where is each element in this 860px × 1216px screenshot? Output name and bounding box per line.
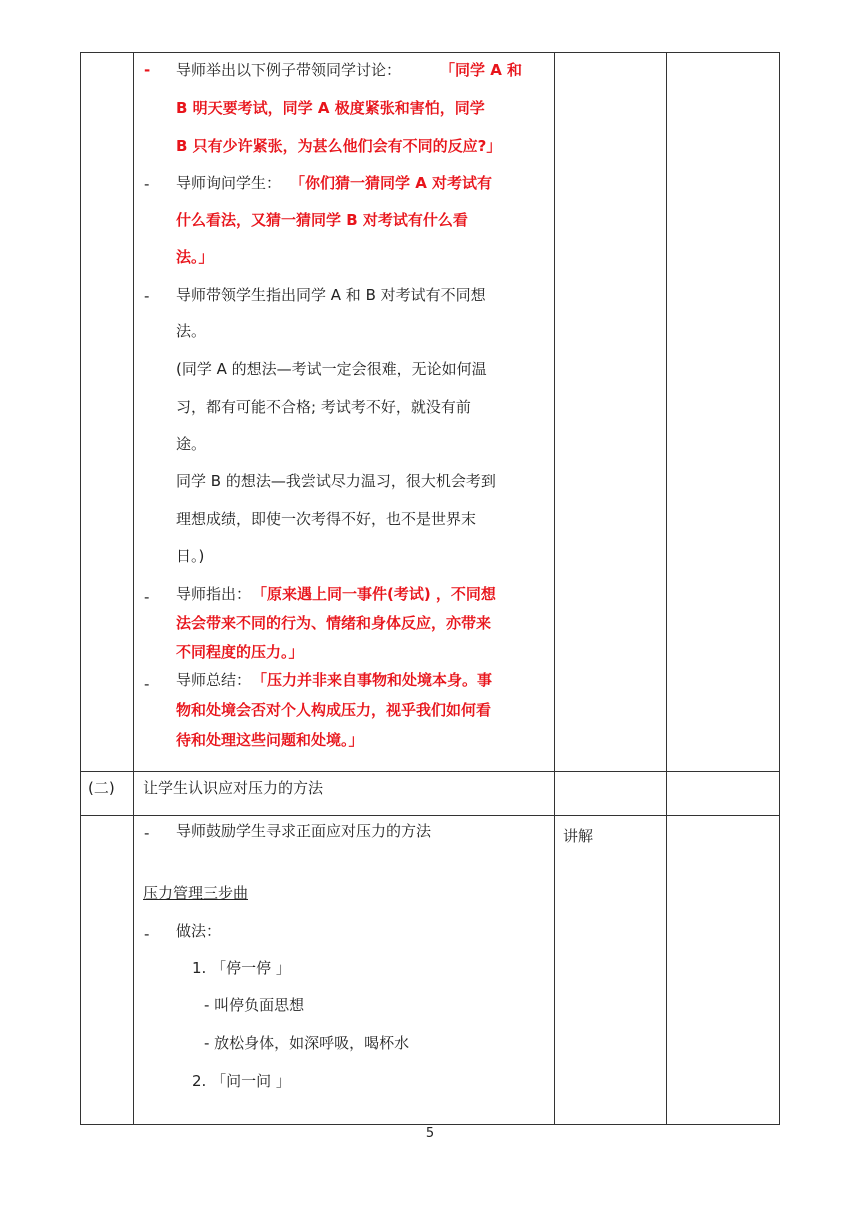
item-prefix: 导师询问学生： [176, 174, 282, 192]
item-text: 导师带领学生指出同学 A 和 B 对考试有不同想 [176, 286, 486, 304]
row-divider [80, 815, 780, 816]
student-b-thought: 日。) [176, 547, 205, 565]
item-quote: 什么看法，又猜一猜同学 B 对考试有什么看 [176, 211, 468, 229]
student-b-thought: 同学 B 的想法—我尝试尽力温习，很大机会考到 [176, 472, 496, 490]
bullet-dash: - [144, 824, 150, 842]
item-text: 做法： [176, 922, 222, 940]
section-heading: 压力管理三步曲 [143, 884, 249, 902]
column-divider [779, 52, 780, 1125]
row-divider [80, 771, 780, 772]
item-quote: 待和处理这些问题和处境。」 [176, 731, 364, 749]
bullet-dash: - [144, 675, 150, 693]
item-quote: 物和处境会否对个人构成压力，视乎我们如何看 [176, 701, 492, 719]
bullet-dash: - [144, 588, 150, 606]
method-label: 讲解 [563, 827, 594, 845]
bullet-dash: - [144, 287, 150, 305]
column-divider [133, 52, 134, 1125]
student-a-thought: (同学 A 的想法—考试一定会很难，无论如何温 [176, 360, 487, 378]
item-quote: 「同学 A 和 [440, 61, 523, 79]
step-item: - 放松身体，如深呼吸，喝杯水 [204, 1034, 410, 1052]
bullet-dash: - [144, 61, 151, 79]
item-quote: B 明天要考试，同学 A 极度紧张和害怕，同学 [176, 99, 485, 117]
item-quote: 不同程度的压力。」 [176, 643, 304, 661]
page-number: 5 [425, 1126, 435, 1141]
item-quote: 法。」 [176, 248, 214, 266]
item-prefix: 导师总结： [176, 671, 252, 689]
bullet-dash: - [144, 175, 150, 193]
column-divider [666, 52, 667, 1125]
student-a-thought: 习，都有可能不合格; 考试考不好，就没有前 [176, 398, 471, 416]
table-top-border [80, 52, 780, 53]
column-divider [80, 52, 81, 1125]
item-quote: 法会带来不同的行为、情绪和身体反应，亦带来 [176, 614, 492, 632]
section-title: 让学生认识应对压力的方法 [143, 779, 324, 797]
step-title: 1. 「停一停 」 [192, 959, 291, 977]
item-text: 法。 [176, 322, 207, 340]
item-quote: 「压力并非来自事物和处境本身。事 [252, 671, 493, 689]
column-divider [554, 52, 555, 1125]
bullet-dash: - [144, 925, 150, 943]
section-number: (二) [88, 779, 115, 797]
item-quote: 「原来遇上同一事件(考试) ，不同想 [252, 585, 496, 603]
item-quote: B 只有少许紧张，为甚么他们会有不同的反应?」 [176, 137, 502, 155]
item-prefix: 导师指出： [176, 585, 252, 603]
item-text: 导师鼓励学生寻求正面应对压力的方法 [176, 822, 432, 840]
item-quote: 「你们猜一猜同学 A 对考试有 [290, 174, 493, 192]
student-b-thought: 理想成绩，即使一次考得不好，也不是世界末 [176, 510, 477, 528]
step-title: 2. 「问一问 」 [192, 1072, 291, 1090]
item-prefix: 导师举出以下例子带领同学讨论： [176, 61, 402, 79]
table-bottom-border [80, 1124, 780, 1125]
student-a-thought: 途。 [176, 435, 207, 453]
step-item: - 叫停负面思想 [204, 996, 305, 1014]
